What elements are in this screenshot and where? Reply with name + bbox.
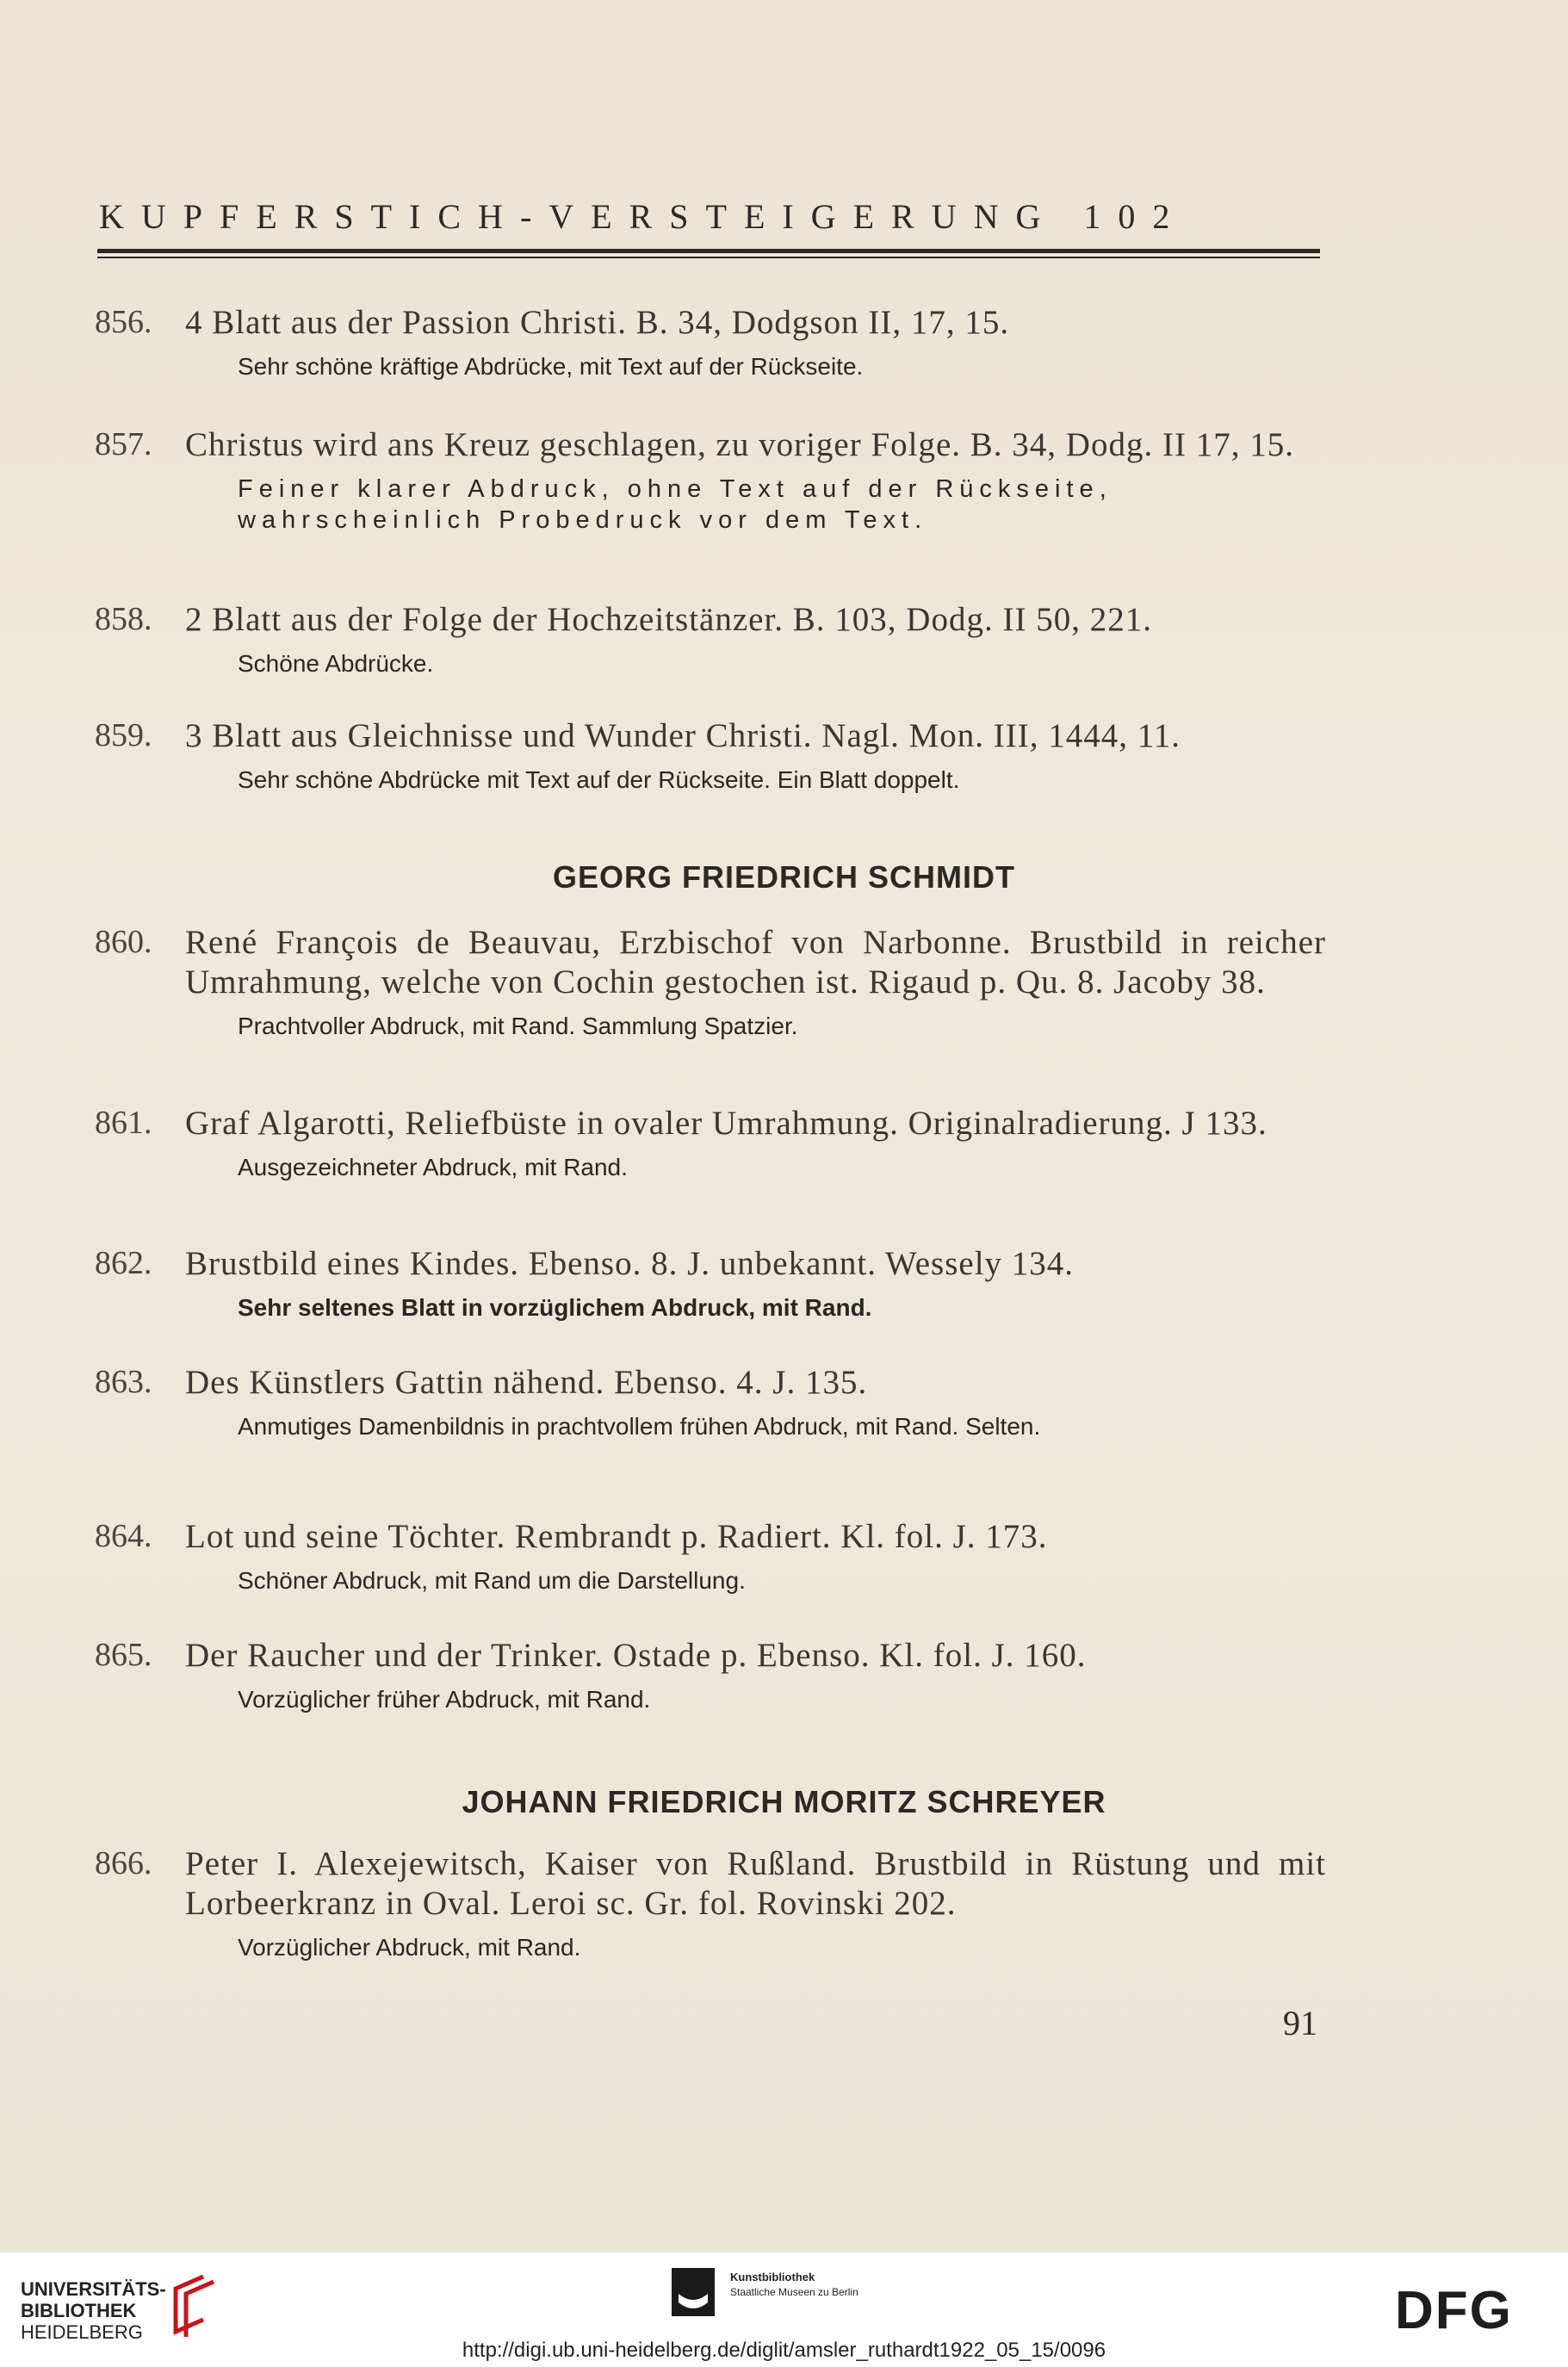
page-header-title: KUPFERSTICH-VERSTEIGERUNG 102: [99, 197, 1187, 236]
entry-title: Graf Algarotti, Reliefbüste in ovaler Umrahmung. Originalradierung. J 133.: [185, 1105, 1267, 1142]
kb-line-2: Staatliche Museen zu Berlin: [730, 2286, 858, 2298]
catalog-entry: [95, 425, 1326, 536]
entry-description: Sehr seltenes Blatt in vorzüglichem Abdruck, mit Rand.: [238, 1294, 872, 1321]
dfg-logo: DFG: [1395, 2281, 1513, 2340]
catalog-entry: [95, 1244, 1335, 1323]
entry-description: Anmutiges Damenbildnis in prachtvollem frühen Abdruck, mit Rand. Selten.: [238, 1413, 1041, 1440]
entry-number: 864.: [95, 1518, 152, 1554]
header-rule: [97, 249, 1320, 253]
ub-heidelberg-logo-icon: [160, 2270, 220, 2339]
section-heading-schreyer: JOHANN FRIEDRICH MORITZ SCHREYER: [462, 1784, 1106, 1819]
catalog-entry: [95, 1636, 1335, 1715]
catalog-entry: [95, 1363, 1326, 1442]
entry-number: 863.: [95, 1364, 152, 1400]
entry-title: René François de Beauvau, Erzbischof von Narbonne. Brustbild in reicher Umrahmung, welche von Cochin gestochen ist. Rigaud p. Qu. 8. Jacoby 38.: [185, 924, 1326, 1001]
catalog-entry: [95, 1517, 1335, 1596]
entry-description: Prachtvoller Abdruck, mit Rand. Sammlung Spatzier.: [238, 1013, 798, 1039]
entry-number: 861.: [95, 1105, 152, 1141]
entry-number: 860.: [95, 924, 152, 960]
kunstbibliothek-logo-icon: [672, 2268, 715, 2316]
entry-description: Vorzüglicher Abdruck, mit Rand.: [238, 1934, 581, 1961]
entry-description: Schöner Abdruck, mit Rand um die Darstellung.: [238, 1567, 746, 1594]
entry-description: Sehr schöne Abdrücke mit Text auf der Rückseite. Ein Blatt doppelt.: [238, 766, 960, 793]
ub-line-1: UNIVERSITÄTS-: [21, 2278, 166, 2300]
header-rule-thin: [97, 257, 1320, 258]
entry-description: Sehr schöne kräftige Abdrücke, mit Text auf der Rückseite.: [238, 353, 864, 380]
entry-number: 859.: [95, 717, 152, 753]
catalog-entry: [95, 1104, 1326, 1183]
entry-title: Des Künstlers Gattin nähend. Ebenso. 4. J. 135.: [185, 1364, 868, 1401]
entry-title: Brustbild eines Kindes. Ebenso. 8. J. unbekannt. Wessely 134.: [185, 1245, 1075, 1282]
entry-number: 862.: [95, 1245, 152, 1281]
entry-title: Christus wird ans Kreuz geschlagen, zu voriger Folge. B. 34, Dodg. II 17, 15.: [185, 426, 1294, 463]
entry-description: Vorzüglicher früher Abdruck, mit Rand.: [238, 1686, 651, 1713]
ub-line-2: BIBLIOTHEK: [21, 2300, 137, 2321]
page-number: 91: [1283, 2004, 1317, 2042]
entry-description: Ausgezeichneter Abdruck, mit Rand.: [238, 1154, 628, 1180]
entry-title: 2 Blatt aus der Folge der Hochzeitstänzer. B. 103, Dodg. II 50, 221.: [185, 601, 1152, 638]
entry-description: Schöne Abdrücke.: [238, 650, 434, 677]
entry-title: 4 Blatt aus der Passion Christi. B. 34, Dodgson II, 17, 15.: [185, 304, 1010, 341]
ub-line-3: HEIDELBERG: [21, 2321, 143, 2343]
catalog-entry: [95, 923, 1326, 1042]
entry-number: 866.: [95, 1845, 152, 1881]
entry-title: Lot und seine Töchter. Rembrandt p. Radiert. Kl. fol. J. 173.: [185, 1518, 1048, 1555]
entry-title: 3 Blatt aus Gleichnisse und Wunder Christi. Nagl. Mon. III, 1444, 11.: [185, 717, 1181, 754]
catalog-entry: [95, 1844, 1326, 1963]
digitization-footer: [0, 2252, 1568, 2367]
entry-title: Der Raucher und der Trinker. Ostade p. Ebenso. Kl. fol. J. 160.: [185, 1637, 1087, 1674]
catalog-entry: [95, 303, 1335, 382]
section-heading-schmidt: GEORG FRIEDRICH SCHMIDT: [552, 859, 1015, 895]
catalog-entry: [95, 716, 1335, 796]
entry-number: 857.: [95, 426, 152, 462]
entry-title: Peter I. Alexejewitsch, Kaiser von Rußland. Brustbild in Rüstung und mit Lorbeerkranz in Oval. Leroi sc. Gr. fol. Rovinski 202.: [185, 1845, 1326, 1922]
entry-number: 858.: [95, 601, 152, 637]
entry-description: Feiner klarer Abdruck, ohne Text auf der Rückseite, wahrscheinlich Probedruck vor dem Text.: [238, 475, 1112, 534]
source-url[interactable]: http://digi.ub.uni-heidelberg.de/diglit/amsler_ruthardt1922_05_15/0096: [462, 2339, 1106, 2362]
catalog-entry: [95, 600, 1335, 679]
entry-number: 865.: [95, 1637, 152, 1673]
entry-number: 856.: [95, 304, 152, 340]
ub-heidelberg-wordmark: [21, 2278, 166, 2343]
kb-line-1: Kunstbibliothek: [730, 2271, 815, 2283]
kunstbibliothek-wordmark: [730, 2270, 858, 2300]
